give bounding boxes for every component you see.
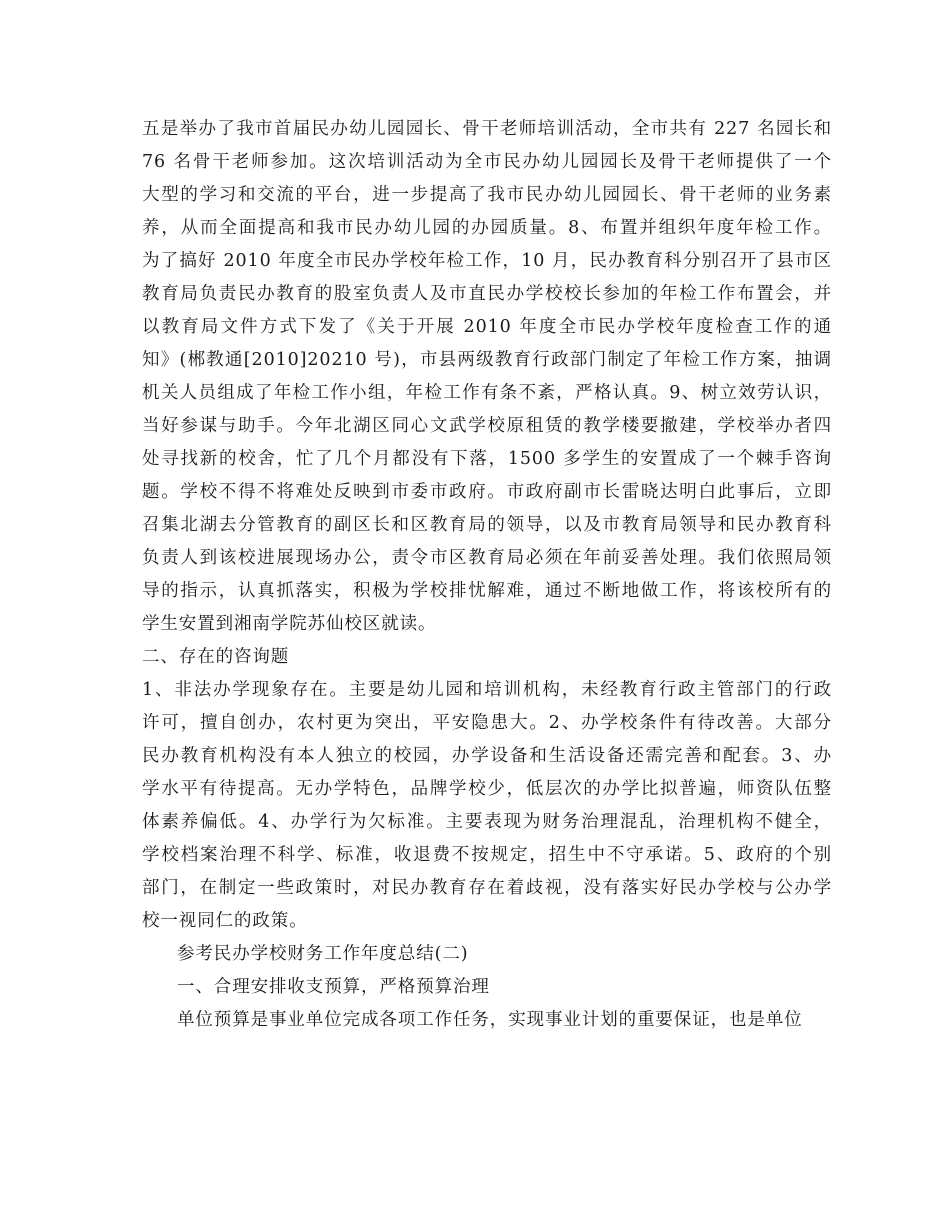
text-line: 学生安置到湘南学院苏仙校区就读。 <box>142 614 437 634</box>
text-line: 为了搞好 2010 年度全市民办学校年检工作，10 月，民办教育科分别召开了县市区 <box>142 251 832 271</box>
text-line: 体素养偏低。4、办学行为欠标准。主要表现为财务治理混乱，治理机构不健全， <box>142 812 832 832</box>
text-line: 处寻找新的校舍，忙了几个月都没有下落，1500 多学生的安置成了一个棘手咨询 <box>142 449 832 469</box>
section-heading: 二、存在的咨询题 <box>142 647 290 667</box>
text-line: 学校档案治理不科学、标准，收退费不按规定，招生中不守承诺。5、政府的个别 <box>142 845 832 865</box>
text-line: 题。学校不得不将难处反映到市委市政府。市政府副市长雷晓达明白此事后，立即 <box>142 482 832 502</box>
text-line: 以教育局文件方式下发了《关于开展 2010 年度全市民办学校年度检查工作的通 <box>142 317 832 337</box>
text-line: 五是举办了我市首届民办幼儿园园长、骨干老师培训活动，全市共有 227 名园长和 <box>142 119 832 139</box>
text-line: 负责人到该校进展现场办公，责令市区教育局必须在年前妥善处理。我们依照局领 <box>142 548 832 568</box>
text-line: 单位预算是事业单位完成各项工作任务，实现事业计划的重要保证，也是单位 <box>177 1010 803 1030</box>
text-line: 部门，在制定一些政策时，对民办教育存在着歧视，没有落实好民办学校与公办学 <box>142 878 832 898</box>
text-line: 大型的学习和交流的平台，进一步提高了我市民办幼儿园园长、骨干老师的业务素 <box>142 185 832 205</box>
section-heading: 一、合理安排收支预算，严格预算治理 <box>177 977 490 997</box>
text-line: 76 名骨干老师参加。这次培训活动为全市民办幼儿园园长及骨干老师提供了一个 <box>142 152 832 172</box>
text-line: 教育局负责民办教育的股室负责人及市直民办学校校长参加的年检工作布置会，并 <box>142 284 832 304</box>
text-line: 知》(郴教通[2010]20210 号)，市县两级教育行政部门制定了年检工作方案，抽调 <box>142 350 832 370</box>
text-line: 1、非法办学现象存在。主要是幼儿园和培训机构，未经教育行政主管部门的行政 <box>142 680 832 700</box>
text-line: 民办教育机构没有本人独立的校园，办学设备和生活设备还需完善和配套。3、办 <box>142 746 832 766</box>
text-line: 当好参谋与助手。今年北湖区同心文武学校原租赁的教学楼要撤建，学校举办者四 <box>142 416 832 436</box>
text-line: 导的指示，认真抓落实，积极为学校排忧解难，通过不断地做工作，将该校所有的 <box>142 581 832 601</box>
text-line: 许可，擅自创办，农村更为突出，平安隐患大。2、办学校条件有待改善。大部分 <box>142 713 832 733</box>
text-line: 召集北湖去分管教育的副区长和区教育局的领导，以及市教育局领导和民办教育科 <box>142 515 832 535</box>
text-line: 养，从而全面提高和我市民办幼儿园的办园质量。8、布置并组织年度年检工作。 <box>142 218 832 238</box>
text-line: 校一视同仁的政策。 <box>142 911 308 931</box>
text-line: 机关人员组成了年检工作小组，年检工作有条不紊，严格认真。9、树立效劳认识， <box>142 383 832 403</box>
text-line: 学水平有待提高。无办学特色，品牌学校少，低层次的办学比拟普遍，师资队伍整 <box>142 779 832 799</box>
subtitle: 参考民办学校财务工作年度总结(二) <box>177 944 469 964</box>
